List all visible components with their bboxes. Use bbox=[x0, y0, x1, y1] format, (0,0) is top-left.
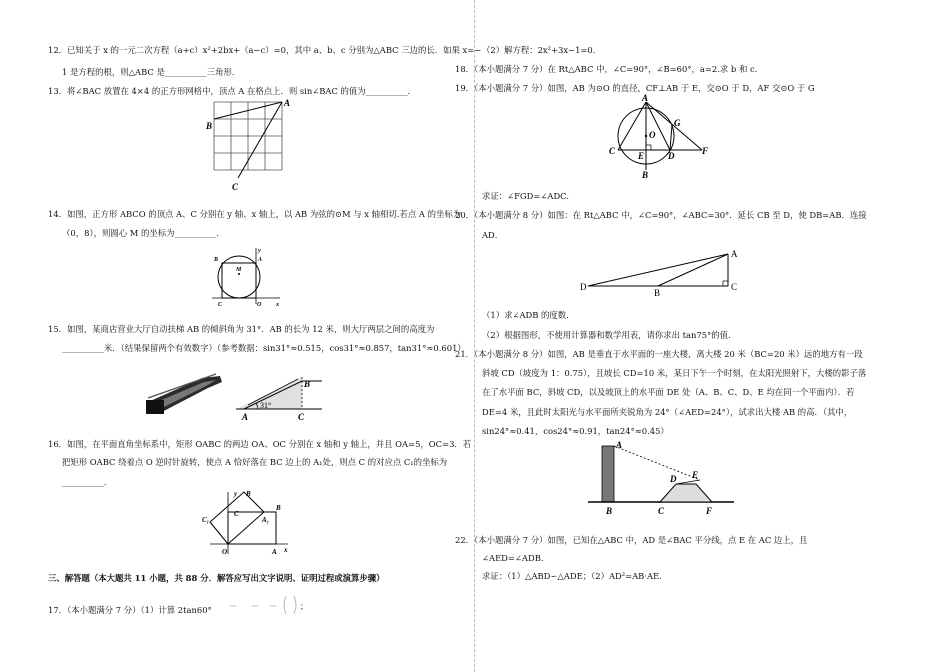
building-ab bbox=[602, 446, 614, 502]
label-c: C bbox=[232, 182, 239, 192]
right-angle-mark bbox=[723, 281, 728, 286]
q12-line1: 12．已知关于 x 的一元二次方程（a+c）x²+2bx+（a−c）=0，其中 a、b、c 分别为△ABC 三边的长．如果 x=− bbox=[48, 45, 482, 55]
q21-line3: 在了水平面 BC，斜坡 CD，以及坡顶上的水平面 DE 处（A、B、C、D、E 均在同一个平面内）．若 bbox=[482, 387, 855, 397]
q19-text: 19．（本小题满分 7 分）如图，AB 为⊙O 的直径，CF⊥AB 于 E，交⊙O 于 D，AF 交⊙O 于 G bbox=[455, 83, 815, 93]
q22-line3: 求证：（1）△ABD∽△ADE；（2）AD²=AB·AE. bbox=[482, 571, 662, 581]
circle-m bbox=[218, 256, 263, 298]
label-a: A bbox=[242, 412, 249, 422]
column-divider bbox=[474, 0, 475, 672]
escalator-photo bbox=[142, 374, 228, 416]
label-e: E bbox=[692, 470, 699, 480]
q17-part2: （2）解方程：2x²+3x−1=0． bbox=[482, 45, 602, 55]
q21-line1: 21．（本小题满分 8 分）如图，AB 是垂直于水平面的一座大楼，离大楼 20 米（BC=20 米）远的地方有一段 bbox=[455, 349, 863, 359]
q22-line2: ∠AED=∠ADB． bbox=[482, 553, 550, 563]
chord-ad bbox=[646, 102, 670, 150]
line-ad bbox=[588, 254, 728, 286]
q14-line2: （0，8），则圆心 M 的坐标为__________． bbox=[62, 228, 225, 238]
q21-line2: 斜坡 CD（坡度为 1：0.75），且坡长 CD=10 米，某日下午一个时刻，在太阳光照射下，大楼的影子落 bbox=[482, 368, 867, 378]
q21-line5: sin24°≈0.41，cos24°≈0.91，tan24°≈0.45） bbox=[482, 426, 669, 436]
label-g: G bbox=[674, 118, 681, 128]
q20-sub1: （1）求∠ADB 的度数. bbox=[482, 310, 569, 320]
label-c: C bbox=[731, 282, 738, 292]
label-d: D bbox=[670, 474, 677, 484]
q15-diagram bbox=[232, 367, 324, 423]
label-angle: 31° bbox=[260, 401, 272, 410]
label-e: E bbox=[638, 151, 645, 161]
label-b: B bbox=[642, 170, 649, 180]
q16-line3: __________． bbox=[62, 477, 113, 487]
label-b: B bbox=[206, 121, 213, 131]
q15-line2: __________米．（结果保留两个有效数字）（参考数据：sin31°≈0.515，cos31°≈0.857，tan31°≈0.601） bbox=[62, 343, 466, 353]
center-m bbox=[238, 273, 240, 275]
line-de bbox=[676, 480, 700, 484]
label-y: y bbox=[258, 248, 261, 254]
label-a: A bbox=[258, 257, 263, 263]
label-d: D bbox=[580, 282, 587, 292]
label-b: B bbox=[214, 257, 219, 263]
ray-ac bbox=[238, 102, 282, 178]
q18-text: 18．（本小题满分 7 分）在 Rt△ABC 中，∠C=90°，∠B=60°，a=2.求 b 和 c. bbox=[455, 64, 758, 74]
label-x: x bbox=[284, 546, 288, 554]
center-o bbox=[645, 135, 647, 137]
label-f: F bbox=[706, 506, 713, 516]
label-a: A bbox=[731, 249, 738, 259]
section-3-heading: 三、解答题（本大题共 11 小题，共 88 分．解答应写出文字说明、证明过程或演算步骤） bbox=[48, 573, 385, 583]
q21-building-figure bbox=[588, 440, 734, 518]
q17-faint-expression bbox=[206, 592, 306, 618]
q20-triangle-figure bbox=[574, 246, 744, 298]
q16-line2: 把矩形 OABC 绕着点 O 逆时针旋转，使点 A 恰好落在 BC 边上的 A₁处，则点 C 的对应点 C₁的坐标为 bbox=[62, 457, 448, 467]
q22-line1: 22．（本小题满分 7 分）如图，已知在△ABC 中，AD 是∠BAC 平分线，点 E 在 AC 边上，且 bbox=[455, 535, 808, 545]
q16-line1: 16．如图，在平面直角坐标系中，矩形 OABC 的两边 OA、OC 分别在 x 轴和 y 轴上，并且 OA=5，OC=3．若 bbox=[48, 439, 472, 449]
label-o: O bbox=[257, 302, 262, 308]
q19-proof: 求证：∠FGD=∠ADC. bbox=[482, 191, 569, 201]
label-c: C bbox=[609, 146, 616, 156]
label-a1: A₁ bbox=[262, 516, 270, 524]
q13-text: 13．将∠BAC 放置在 4×4 的正方形网格中，顶点 A 在格点上．则 sin∠BAC 的值为__________． bbox=[48, 86, 416, 96]
q20-sub2: （2）根据图形，不使用计算器和数学用表，请你求出 tan75°的值. bbox=[482, 330, 731, 340]
label-d: D bbox=[668, 151, 675, 161]
escalator-base bbox=[146, 400, 164, 414]
q20-line1: 20．（本小题满分 8 分）如图：在 Rt△ABC 中，∠C=90°，∠ABC=30°．延长 CB 至 D，使 DB=AB．连接 bbox=[455, 210, 867, 220]
q14-circle-figure bbox=[208, 244, 284, 308]
label-b: B bbox=[606, 506, 613, 516]
label-c: C bbox=[234, 510, 239, 518]
q15-line1: 15．如图，某商店营业大厅自动扶梯 AB 的倾斜角为 31°．AB 的长为 12 米，则大厅两层之间的高度为 bbox=[48, 324, 435, 334]
label-x: x bbox=[276, 302, 279, 308]
slope bbox=[660, 484, 712, 502]
q21-line4: DE=4 米，且此时太阳光与水平面所夹锐角为 24°（∠AED=24°），试求出大楼 AB 的高．（其中， bbox=[482, 407, 853, 417]
right-angle-mark bbox=[646, 145, 651, 150]
sun-ray bbox=[614, 446, 700, 480]
label-c: C bbox=[218, 302, 223, 308]
label-a: A bbox=[616, 440, 623, 450]
label-b-orig: B bbox=[276, 504, 281, 512]
label-y: y bbox=[234, 490, 238, 498]
svg-text:；: ； bbox=[300, 602, 308, 611]
q14-line1: 14．如图，正方形 ABCO 的顶点 A、C 分别在 y 轴、x 轴上，以 AB 为弦的⊙M 与 x 轴相切.若点 A 的坐标为 bbox=[48, 209, 462, 219]
q13-grid-figure bbox=[198, 98, 298, 196]
label-f: F bbox=[702, 146, 709, 156]
q19-circle-figure bbox=[606, 93, 710, 180]
label-o: O bbox=[649, 130, 656, 140]
label-a: A bbox=[284, 98, 291, 108]
label-m: M bbox=[236, 267, 242, 273]
rect-rotated bbox=[210, 492, 264, 544]
q17-text: 17．（本小题满分 7 分）（1）计算 2tan60° bbox=[48, 605, 212, 615]
label-b: B bbox=[654, 288, 661, 298]
line-ab bbox=[658, 254, 728, 286]
label-b: B bbox=[246, 490, 251, 498]
label-c1: C₁ bbox=[202, 516, 210, 524]
label-c: C bbox=[658, 506, 665, 516]
q16-rotation-figure bbox=[200, 486, 290, 558]
q12-line2: 1 是方程的根，则△ABC 是__________三角形． bbox=[62, 67, 241, 77]
label-b: B bbox=[304, 379, 311, 389]
label-a: A bbox=[642, 93, 649, 103]
label-c: C bbox=[298, 412, 305, 422]
chord-ac bbox=[618, 102, 646, 150]
q20-line2: AD． bbox=[482, 230, 504, 240]
label-o: O bbox=[222, 548, 228, 556]
label-a: A bbox=[272, 548, 277, 556]
